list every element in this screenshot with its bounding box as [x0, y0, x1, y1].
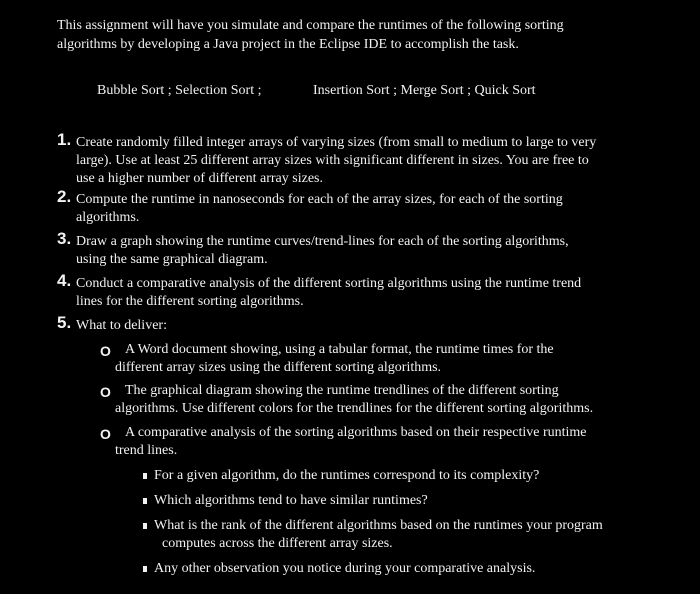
square-bullet-icon: [143, 523, 147, 529]
task-line: algorithms.: [76, 210, 140, 225]
task-item-1: [57, 130, 647, 188]
question-item-2: [143, 492, 643, 510]
deliverable-line: The graphical diagram showing the runtime trendlines of the different sorting: [125, 383, 559, 398]
circle-bullet-icon: O: [100, 343, 111, 359]
question-line: What is the rank of the different algorithms based on the runtimes your program: [154, 518, 603, 533]
task-text: [76, 191, 647, 227]
deliverable-line: algorithms. Use different colors for the trendlines for the different sorting algorithms.: [115, 401, 594, 416]
square-bullet-icon: [143, 566, 147, 572]
task-line: using the same graphical diagram.: [76, 252, 268, 267]
question-line: For a given algorithm, do the runtimes correspond to its complexity?: [154, 468, 540, 483]
task-line: What to deliver:: [76, 318, 167, 333]
question-text: [154, 560, 643, 578]
sort-list-left: Bubble Sort ; Selection Sort ;: [97, 83, 262, 98]
square-bullet-icon: [143, 473, 147, 479]
question-item-4: [143, 560, 643, 578]
task-text: [76, 317, 647, 335]
deliverable-item-3: [100, 424, 640, 460]
deliverable-item-1: [100, 341, 640, 377]
task-line: Create randomly filled integer arrays of varying sizes (from small to medium to large to very: [76, 135, 597, 150]
task-item-4: [57, 271, 647, 311]
question-item-1: [143, 467, 643, 485]
deliverable-line: different array sizes using the different sorting algorithms.: [115, 360, 442, 375]
task-line: Compute the runtime in nanoseconds for each of the array sizes, for each of the sorting: [76, 192, 563, 207]
question-line: Which algorithms tend to have similar runtimes?: [154, 493, 428, 508]
task-number: 4.: [57, 271, 72, 290]
task-text: [76, 233, 647, 269]
question-text: [154, 517, 643, 553]
task-number: 1.: [57, 130, 72, 149]
question-text: [154, 492, 643, 510]
deliverable-line: trend lines.: [115, 443, 178, 458]
task-item-5: [57, 313, 647, 335]
question-item-3: [143, 517, 643, 553]
deliverable-line: A comparative analysis of the sorting algorithms based on their respective runtime: [125, 425, 587, 440]
deliverable-text: [115, 341, 640, 377]
deliverable-text: [115, 424, 640, 460]
question-line: computes across the different array sizes.: [162, 536, 393, 551]
task-text: [76, 134, 647, 188]
task-line: lines for the different sorting algorithms.: [76, 294, 304, 309]
question-line: Any other observation you notice during your comparative analysis.: [154, 561, 536, 576]
question-text: [154, 467, 643, 485]
deliverable-text: [115, 382, 640, 418]
square-bullet-icon: [143, 498, 147, 504]
task-line: large). Use at least 25 different array sizes with significant different in sizes. You are free to: [76, 153, 589, 168]
task-line: Draw a graph showing the runtime curves/trend-lines for each of the sorting algorithms,: [76, 234, 569, 249]
intro-paragraph: [57, 16, 657, 54]
task-number: 5.: [57, 313, 72, 332]
task-line: use a higher number of different array sizes.: [76, 171, 323, 186]
task-item-3: [57, 229, 647, 269]
deliverable-item-2: [100, 382, 640, 418]
deliverable-line: A Word document showing, using a tabular format, the runtime times for the: [125, 342, 554, 357]
task-number: 2.: [57, 187, 72, 206]
task-text: [76, 275, 647, 311]
sort-list-right: Insertion Sort ; Merge Sort ; Quick Sort: [313, 83, 536, 98]
circle-bullet-icon: O: [100, 426, 111, 442]
task-item-2: [57, 187, 647, 227]
task-number: 3.: [57, 229, 72, 248]
circle-bullet-icon: O: [100, 384, 111, 400]
task-line: Conduct a comparative analysis of the different sorting algorithms using the runtime trend: [76, 276, 582, 291]
intro-line: algorithms by developing a Java project in the Eclipse IDE to accomplish the task.: [57, 37, 519, 52]
intro-line: This assignment will have you simulate and compare the runtimes of the following sorting: [57, 18, 564, 33]
